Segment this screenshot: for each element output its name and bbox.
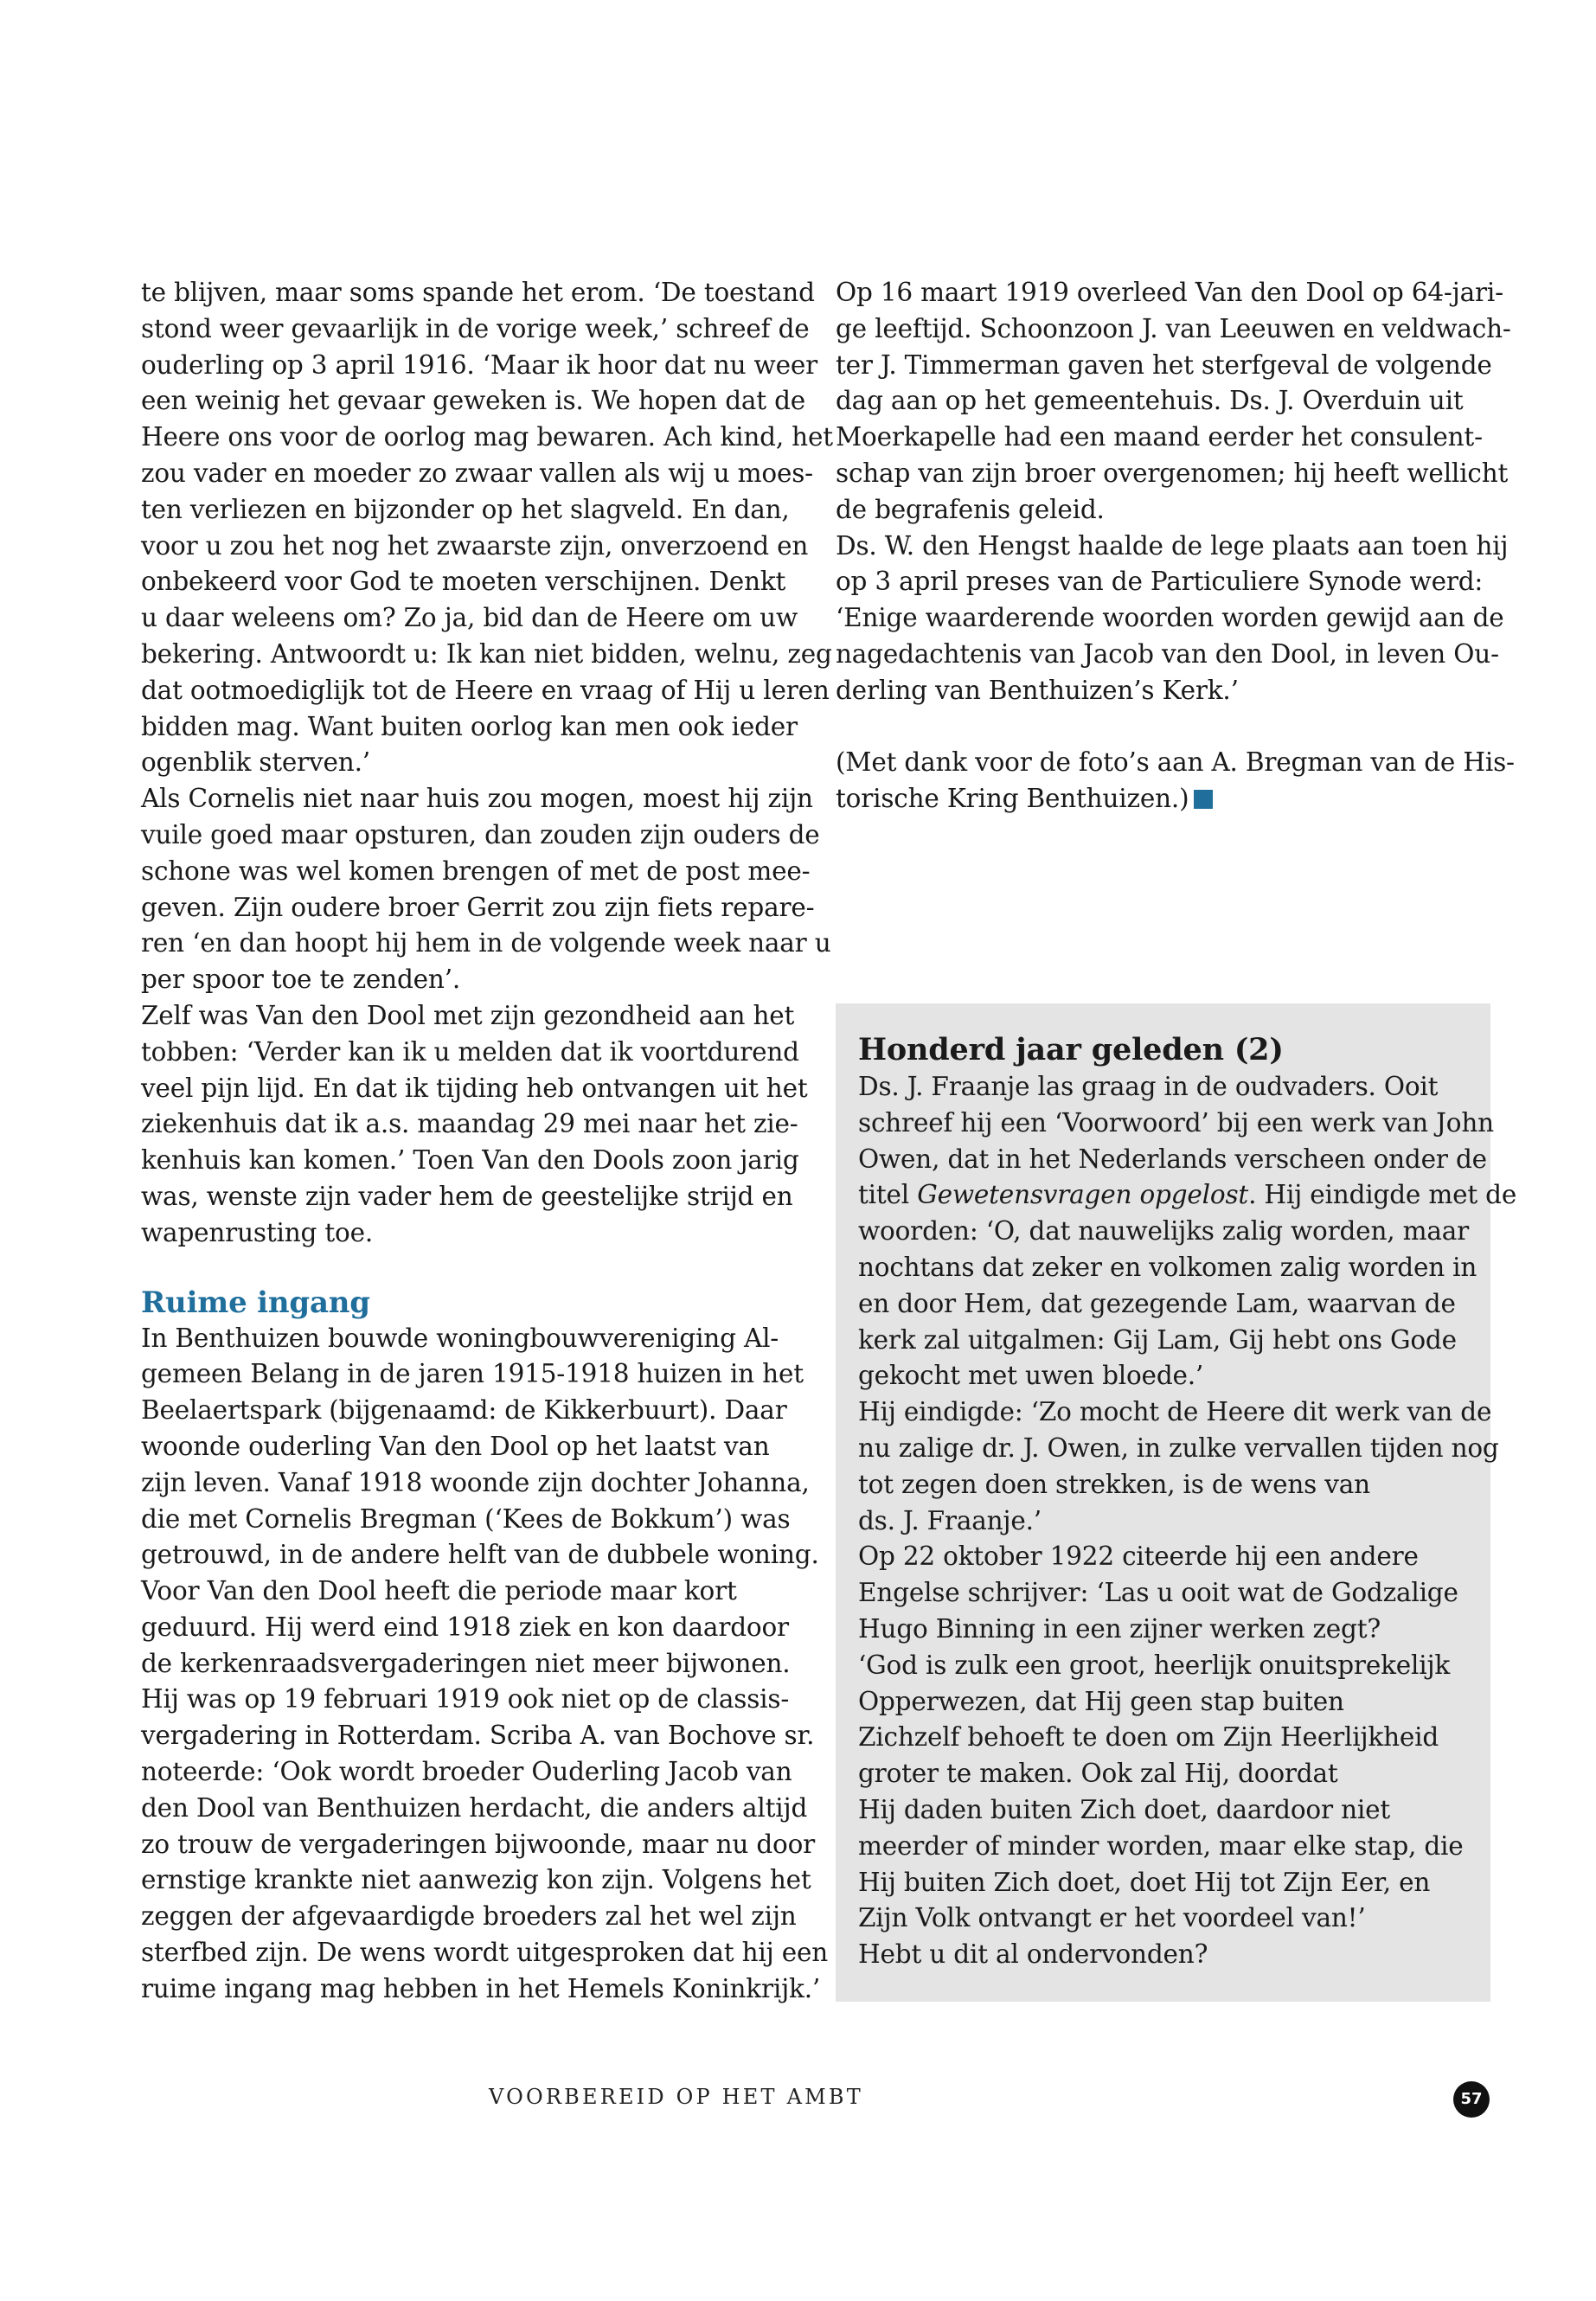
text-line: die met Cornelis Bregman (‘Kees de Bokkum’) was [141,1503,791,1534]
sidebar-content [858,1031,1517,1973]
photo-credit [836,745,1515,817]
text-line: den Dool van Benthuizen herdacht, die anders altijd [141,1792,808,1823]
page-number: 57 [1453,2081,1490,2118]
paragraph [141,781,831,998]
text-line: schone was wel komen brengen of met de post mee- [141,856,811,886]
text-line: kenhuis kan komen.’ Toen Van den Dools zoon jarig [141,1145,799,1176]
text-line: Opperwezen, dat Hij geen stap buiten [858,1686,1344,1716]
text-line: tot zegen doen strekken, is de wens van [858,1469,1370,1499]
text-line: was, wenste zijn vader hem de geestelijke strijd en [141,1181,793,1211]
text-line: per spoor toe te zenden’. [141,965,461,995]
text-line: Owen, dat in het Nederlands verscheen onder de [858,1144,1487,1174]
book-title: Gewetensvragen opgelost [917,1180,1249,1210]
text-line: Zelf was Van den Dool met zijn gezondheid aan het [141,1000,795,1030]
text-line: en door Hem, dat gezegende Lam, waarvan de [858,1288,1456,1318]
paragraph [141,1682,829,2007]
text-line: Op 16 maart 1919 overleed Van den Dool op 64-jari- [836,278,1503,307]
text-line: tobben: ‘Verder kan ik u melden dat ik voortdurend [141,1036,799,1067]
text-fragment: . Hij eindigde met de [1248,1180,1517,1210]
text-line: ds. J. Fraanje.’ [858,1505,1042,1535]
text-line: meerder of minder worden, maar elke stap, die [858,1830,1464,1861]
text-line: ernstige krankte niet aanwezig kon zijn. Volgens het [141,1865,811,1895]
text-line: ‘Enige waarderende woorden worden gewijd aan de [836,603,1504,633]
text-line: zou vader en moeder zo zwaar vallen als wij u moes- [141,458,813,488]
text-line: Hij buiten Zich doet, doet Hij tot Zijn Eer, en [858,1867,1431,1897]
left-column [141,275,833,2008]
text-line: Hij daden buiten Zich doet, daardoor niet [858,1794,1391,1824]
text-line: Als Cornelis niet naar huis zou mogen, moest hij zijn [141,784,813,814]
paragraph [858,1648,1481,1937]
text-line: derling van Benthuizen’s Kerk.’ [836,675,1239,705]
text-line: Ds. J. Fraanje las graag in de oudvaders. Ooit [858,1072,1439,1101]
text-line: ‘God is zulk een groot, heerlijk onuitsprekelijk [858,1650,1451,1680]
text-line: In Benthuizen bouwde woningbouwvereniging Al- [141,1323,779,1353]
text-line: voor u zou het nog het zwaarste zijn, onverzoend en [141,530,809,561]
text-line: ogenblik sterven.’ [141,747,370,778]
text-line: wapenrusting toe. [141,1217,374,1247]
text-line: schap van zijn broer overgenomen; hij heeft wellicht [836,458,1509,488]
text-line: dag aan op het gemeentehuis. Ds. J. Overduin uit [836,386,1464,416]
paragraph [836,529,1509,709]
text-line: sterfbed zijn. De wens wordt uitgesproken dat hij een [141,1938,829,1968]
text-line: zo trouw de vergaderingen bijwoonde, maar nu door [141,1829,816,1859]
text-line: geven. Zijn oudere broer Gerrit zou zijn fiets repare- [141,892,815,922]
right-column [836,275,1515,817]
text-line: groter te maken. Ook zal Hij, doordat [858,1759,1338,1789]
text-fragment: titel [858,1180,918,1210]
paragraph [836,275,1511,529]
text-line: Zijn Volk ontvangt er het voordeel van!’ [858,1903,1366,1933]
text-line: geduurd. Hij werd eind 1918 ziek en kon daardoor [141,1612,789,1642]
text-line: Hij eindigde: ‘Zo mocht de Heere dit werk van de [858,1397,1492,1427]
text-line: ziekenhuis dat ik a.s. maandag 29 mei naar het zie- [141,1109,798,1139]
text-line: gemeen Belang in de jaren 1915-1918 huizen in het [141,1359,804,1389]
text-line: Beelaertspark (bijgenaamd: de Kikkerbuurt). Daar [141,1395,787,1426]
text-line: kerk zal uitgalmen: Gij Lam, Gij hebt ons Gode [858,1324,1457,1355]
text-line: te blijven, maar soms spande het erom. ‘De toestand [141,278,815,307]
text-line: onbekeerd voor God te moeten verschijnen. Denkt [141,567,786,597]
paragraph [858,1069,1517,1394]
paragraph [858,1937,1481,1973]
text-line: ouderling op 3 april 1916. ‘Maar ik hoor dat nu weer [141,349,818,380]
paragraph [141,275,833,781]
text-line: gekocht met uwen bloede.’ [858,1361,1204,1391]
text-line: ruime ingang mag hebben in het Hemels Koninkrijk.’ [141,1973,821,2003]
text-line: bidden mag. Want buiten oorlog kan men ook ieder [141,711,798,741]
text-line: woorden: ‘O, dat nauwelijks zalig worden, maar [858,1216,1470,1247]
text-line: ten verliezen en bijzonder op het slagveld. En dan, [141,494,790,524]
end-mark-icon [1194,790,1213,809]
paragraph [141,1321,819,1682]
text-line: Op 22 oktober 1922 citeerde hij een andere [858,1541,1419,1572]
text-line: nu zalige dr. J. Owen, in zulke vervallen tijden nog [858,1433,1499,1463]
text-line: torische Kring Benthuizen.) [836,784,1189,814]
text-line: schreef hij een ‘Voorwoord’ bij een werk van John [858,1107,1494,1138]
paragraph [858,1539,1481,1647]
paragraph [858,1394,1499,1539]
text-line: nagedachtenis van Jacob van den Dool, in leven Ou- [836,638,1499,669]
sidebar-title: Honderd jaar geleden (2) [858,1032,1284,1067]
text-line: dat ootmoediglijk tot de Heere en vraag of Hij u leren [141,675,830,705]
text-line: zijn leven. Vanaf 1918 woonde zijn dochter Johanna, [141,1467,810,1497]
text-line: veel pijn lijd. En dat ik tijding heb ontvangen uit het [141,1073,808,1103]
text-line: nochtans dat zeker en volkomen zalig worden in [858,1252,1477,1282]
text-line: (Met dank voor de foto’s aan A. Bregman van de His- [836,747,1515,778]
text-line: ge leeftijd. Schoonzoon J. van Leeuwen en veldwach- [836,313,1511,343]
text-line: woonde ouderling Van den Dool op het laatst van [141,1431,770,1461]
text-line: de begrafenis geleid. [836,494,1105,524]
text-line: ren ‘en dan hoopt hij hem in de volgende week naar u [141,928,831,958]
text-line: Engelse schrijver: ‘Las u ooit wat de Godzalige [858,1578,1458,1608]
text-line: bekering. Antwoordt u: Ik kan niet bidden, welnu, zeg [141,638,832,669]
text-line: een weinig het gevaar geweken is. We hopen dat de [141,386,806,416]
paragraph [141,998,808,1252]
text-line: u daar weleens om? Zo ja, bid dan de Heere om uw [141,603,798,633]
text-line [858,1177,1517,1214]
text-line: Hugo Binning in een zijner werken zegt? [858,1613,1381,1644]
text-line: Ds. W. den Hengst haalde de lege plaats aan toen hij [836,530,1509,561]
text-line: op 3 april preses van de Particuliere Synode werd: [836,567,1484,597]
text-line: Heere ons voor de oorlog mag bewaren. Ach kind, het [141,422,833,452]
text-line: de kerkenraadsvergaderingen niet meer bijwonen. [141,1648,791,1678]
text-line: getrouwd, in de andere helft van de dubbele woning. [141,1540,819,1570]
text-line: Voor Van den Dool heeft die periode maar kort [141,1576,737,1606]
text-line: Moerkapelle had een maand eerder het consulent- [836,422,1483,452]
text-line: stond weer gevaarlijk in de vorige week,’ schreef de [141,313,810,343]
text-line: Zichzelf behoeft te doen om Zijn Heerlijkheid [858,1722,1439,1753]
text-line: ter J. Timmerman gaven het sterfgeval de volgende [836,349,1492,380]
text-line: vergadering in Rotterdam. Scriba A. van Bochove sr. [141,1721,815,1751]
text-line: Hij was op 19 februari 1919 ook niet op de classis- [141,1684,790,1715]
section-heading: Ruime ingang [141,1285,370,1320]
text-line: noteerde: ‘Ook wordt broeder Ouderling Jacob van [141,1757,792,1787]
text-line: vuile goed maar opsturen, dan zouden zijn ouders de [141,819,820,849]
text-line: zeggen der afgevaardigde broeders zal het wel zijn [141,1901,797,1932]
running-footer: VOORBEREID OP HET AMBT [489,2085,863,2109]
text-line: Hebt u dit al ondervonden? [858,1939,1208,1970]
